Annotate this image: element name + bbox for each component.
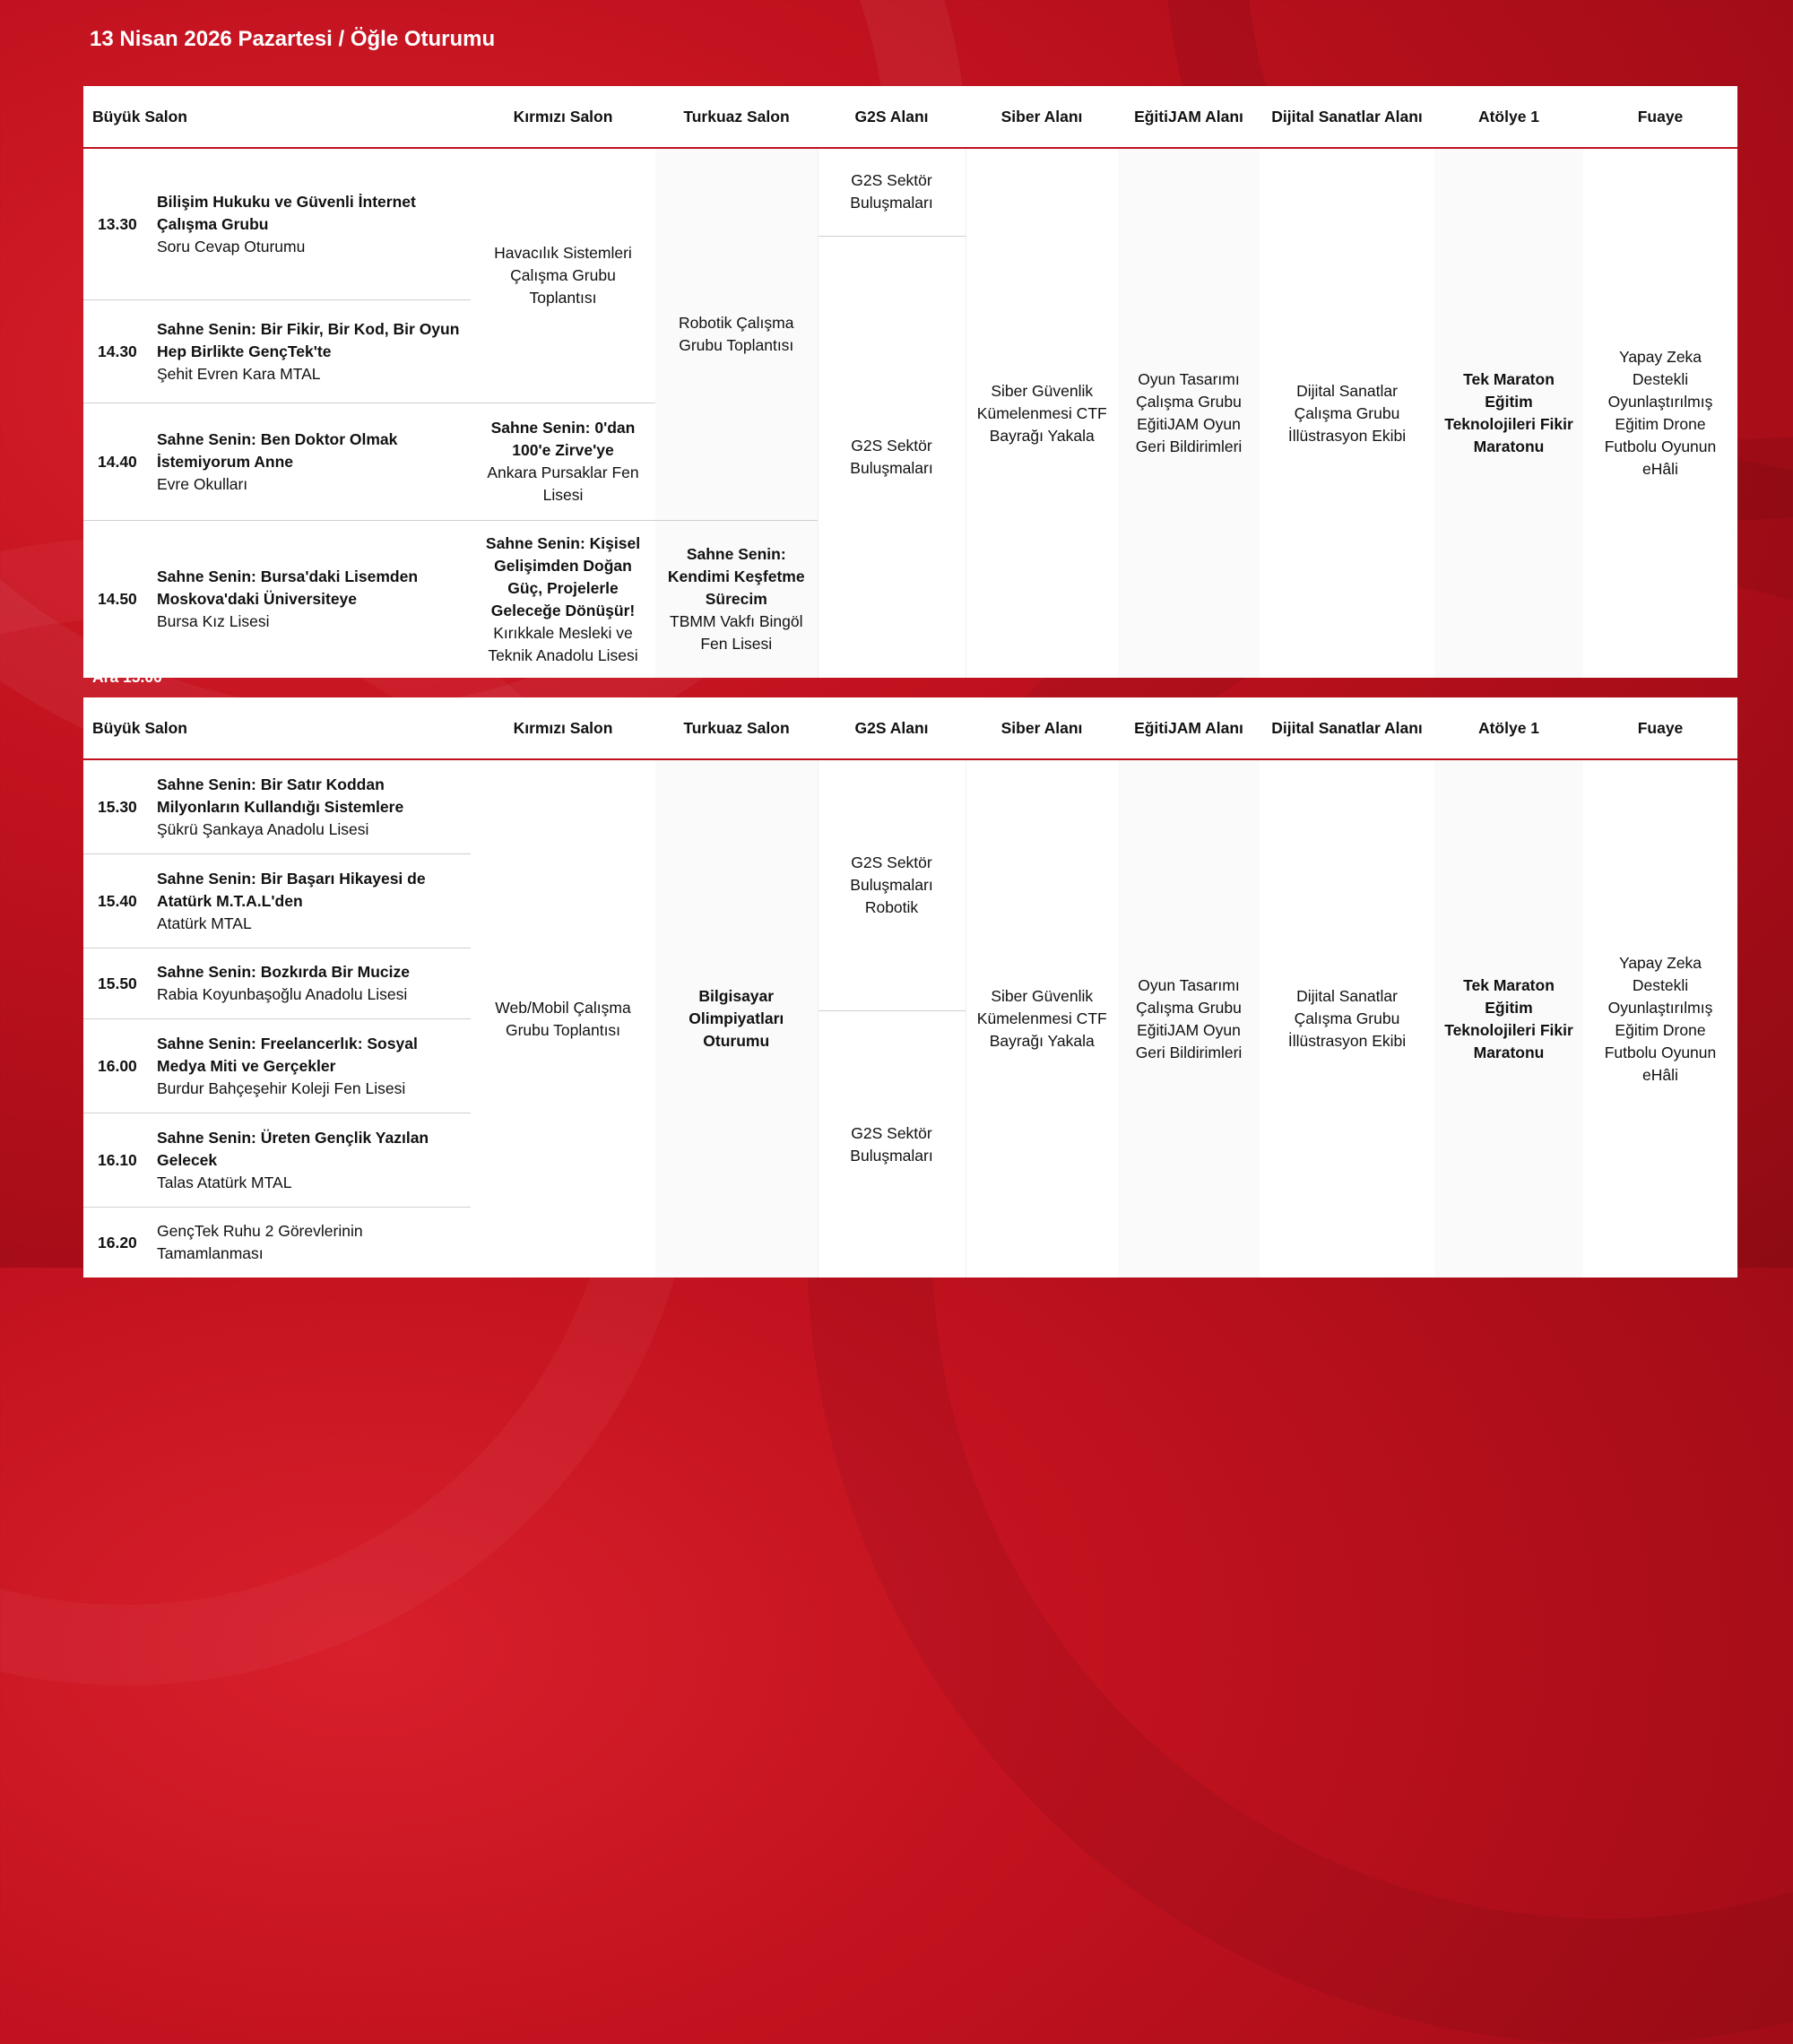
fuaye-cell (1583, 148, 1737, 678)
header-buyuk-salon: Büyük Salon (83, 697, 471, 759)
time-cell: 13.30 (98, 214, 137, 233)
header-buyuk-salon: Büyük Salon (83, 86, 471, 148)
egitijam-cell (1118, 759, 1260, 1278)
event-subtitle: Şükrü Şankaya Anadolu Lisesi (157, 819, 369, 838)
header-g2s-alani: G2S Alanı (818, 697, 966, 759)
kirmizi-cell (471, 403, 655, 521)
dijital-event-text: Dijital Sanatlar Çalışma Grubu İllüstrasyon Ekibi (1287, 381, 1407, 445)
time-cell: 14.50 (83, 521, 157, 679)
event-cell (157, 759, 471, 854)
event-subtitle: GençTek Ruhu 2 Görevlerinin Tamamlanması (157, 1222, 363, 1262)
event-title: Sahne Senin: Freelancerlık: Sosyal Medya Miti ve Gerçekler (157, 1034, 418, 1075)
g2s-event-text: G2S Sektör Buluşmaları Robotik (850, 853, 933, 916)
event-cell (157, 948, 471, 1019)
g2s-cell (818, 1011, 966, 1278)
header-kirmizi-salon: Kırmızı Salon (471, 86, 655, 148)
event-title: Sahne Senin: Bir Fikir, Bir Kod, Bir Oyun Hep Birlikte GençTek'te (157, 319, 460, 360)
dijital-event-text: Dijital Sanatlar Çalışma Grubu İllüstrasyon Ekibi (1287, 987, 1407, 1050)
kirmizi-event-text: Web/Mobil Çalışma Grubu Toplantısı (495, 998, 631, 1039)
event-cell (157, 403, 471, 521)
turkuaz-cell (655, 148, 818, 521)
atolye-event-title: Tek Maraton Eğitim Teknolojileri Fikir Maratonu (1444, 975, 1573, 1061)
header-egitijam-alani: EğitiJAM Alanı (1118, 697, 1260, 759)
egitijam-cell (1118, 148, 1260, 678)
header-row (83, 86, 1737, 148)
event-cell (157, 1208, 471, 1278)
kirmizi-cell (471, 148, 655, 403)
header-row (83, 697, 1737, 759)
atolye-cell (1434, 759, 1583, 1278)
g2s-event-text: G2S Sektör Buluşmaları (850, 436, 933, 477)
time-cell: 16.00 (83, 1019, 157, 1113)
header-atolye-1: Atölye 1 (1434, 86, 1583, 148)
kirmizi-event-text: Kırıkkale Mesleki ve Teknik Anadolu Lisesi (488, 623, 638, 664)
header-atolye-1: Atölye 1 (1434, 697, 1583, 759)
header-siber-alani: Siber Alanı (966, 86, 1118, 148)
g2s-cell (818, 236, 966, 678)
turkuaz-cell (655, 759, 818, 1278)
event-title: Sahne Senin: Ben Doktor Olmak İstemiyorum Anne (157, 429, 398, 471)
event-cell (157, 148, 471, 300)
event-cell (157, 1019, 471, 1113)
kirmizi-cell (471, 521, 655, 679)
time-cell: 16.20 (83, 1208, 157, 1278)
header-turkuaz-salon: Turkuaz Salon (655, 86, 818, 148)
turkuaz-event-title: Bilgisayar Olimpiyatları Oturumu (689, 987, 784, 1050)
kirmizi-event-title: Sahne Senin: 0'dan 100'e Zirve'ye (490, 419, 636, 459)
header-kirmizi-salon: Kırmızı Salon (471, 697, 655, 759)
g2s-cell (818, 759, 966, 1011)
g2s-event-text: G2S Sektör Buluşmaları (850, 171, 933, 212)
table-row (83, 148, 1737, 236)
event-title: Sahne Senin: Bir Satır Koddan Milyonların Kullandığı Sistemlere (157, 775, 404, 816)
schedule-session-2 (83, 697, 1737, 1278)
event-title: Sahne Senin: Bozkırda Bir Mucize (157, 963, 410, 981)
time-cell: 15.40 (83, 854, 157, 948)
header-fuaye: Fuaye (1583, 697, 1737, 759)
event-title: Sahne Senin: Bir Başarı Hikayesi de Atatürk M.T.A.L'den (157, 869, 426, 910)
page-title: 13 Nisan 2026 Pazartesi / Öğle Oturumu (90, 27, 496, 51)
schedule-session-1 (83, 86, 1737, 678)
schedule-table (83, 86, 1737, 678)
time-cell: 15.50 (83, 948, 157, 1019)
event-cell (157, 521, 471, 679)
event-subtitle: Talas Atatürk MTAL (157, 1173, 292, 1191)
schedule-table (83, 697, 1737, 1278)
g2s-cell (818, 148, 966, 236)
table-row (83, 759, 1737, 854)
turkuaz-event-text: TBMM Vakfı Bingöl Fen Lisesi (670, 612, 803, 653)
time-cell: 14.30 (83, 300, 157, 403)
event-title: Sahne Senin: Bursa'daki Lisemden Moskova'daki Üniversiteye (157, 567, 419, 608)
header-dijital-sanatlar-alani: Dijital Sanatlar Alanı (1260, 86, 1434, 148)
event-subtitle: Rabia Koyunbaşoğlu Anadolu Lisesi (157, 985, 408, 1003)
event-subtitle: Evre Okulları (157, 474, 248, 493)
kirmizi-cell (471, 759, 655, 1278)
siber-event-text: Siber Güvenlik Kümelenmesi CTF Bayrağı Yakala (976, 987, 1107, 1050)
break-label: Ara 15.00 (92, 668, 162, 686)
event-title: Sahne Senin: Üreten Gençlik Yazılan Gelecek (157, 1128, 429, 1169)
turkuaz-event-text: Robotik Çalışma Grubu Toplantısı (679, 314, 794, 354)
time-cell: 16.10 (83, 1113, 157, 1208)
event-title: Bilişim Hukuku ve Güvenli İnternet Çalışma Grubu (157, 192, 416, 233)
event-cell (157, 1113, 471, 1208)
header-egitijam-alani: EğitiJAM Alanı (1118, 86, 1260, 148)
event-subtitle: Şehit Evren Kara MTAL (157, 364, 321, 383)
dijital-cell (1260, 148, 1434, 678)
siber-cell (966, 148, 1118, 678)
time-cell: 15.30 (98, 797, 137, 816)
dijital-cell (1260, 759, 1434, 1278)
fuaye-event-text: Yapay Zeka Destekli Oyunlaştırılmış Eğitim Drone Futbolu Oyunun eHâli (1604, 348, 1717, 478)
fuaye-cell (1583, 759, 1737, 1278)
egitijam-event-text: Oyun Tasarımı Çalışma Grubu EğitiJAM Oyun Geri Bildirimleri (1135, 370, 1243, 455)
event-subtitle: Burdur Bahçeşehir Koleji Fen Lisesi (157, 1078, 406, 1097)
atolye-event-title: Tek Maraton Eğitim Teknolojileri Fikir Maratonu (1444, 370, 1573, 455)
egitijam-event-text: Oyun Tasarımı Çalışma Grubu EğitiJAM Oyun Geri Bildirimleri (1135, 975, 1243, 1061)
event-subtitle: Soru Cevap Oturumu (157, 237, 306, 256)
fuaye-event-text: Yapay Zeka Destekli Oyunlaştırılmış Eğitim Drone Futbolu Oyunun eHâli (1604, 953, 1717, 1084)
header-siber-alani: Siber Alanı (966, 697, 1118, 759)
kirmizi-event-text: Ankara Pursaklar Fen Lisesi (487, 463, 639, 504)
header-fuaye: Fuaye (1583, 86, 1737, 148)
g2s-event-text: G2S Sektör Buluşmaları (850, 1123, 933, 1165)
event-subtitle: Atatürk MTAL (157, 914, 252, 932)
time-cell: 14.40 (83, 403, 157, 521)
turkuaz-cell (655, 521, 818, 679)
header-turkuaz-salon: Turkuaz Salon (655, 697, 818, 759)
siber-cell (966, 759, 1118, 1278)
siber-event-text: Siber Güvenlik Kümelenmesi CTF Bayrağı Yakala (976, 381, 1107, 445)
event-cell (157, 854, 471, 948)
turkuaz-event-title: Sahne Senin: Kendimi Keşfetme Sürecim (667, 545, 805, 608)
atolye-cell (1434, 148, 1583, 678)
header-dijital-sanatlar-alani: Dijital Sanatlar Alanı (1260, 697, 1434, 759)
header-g2s-alani: G2S Alanı (818, 86, 966, 148)
event-cell (157, 300, 471, 403)
event-subtitle: Bursa Kız Lisesi (157, 612, 270, 630)
kirmizi-event-title: Sahne Senin: Kişisel Gelişimden Doğan Güç, Projelerle Geleceğe Dönüşür! (485, 533, 641, 619)
kirmizi-event-text: Havacılık Sistemleri Çalışma Grubu Toplantısı (494, 244, 632, 307)
